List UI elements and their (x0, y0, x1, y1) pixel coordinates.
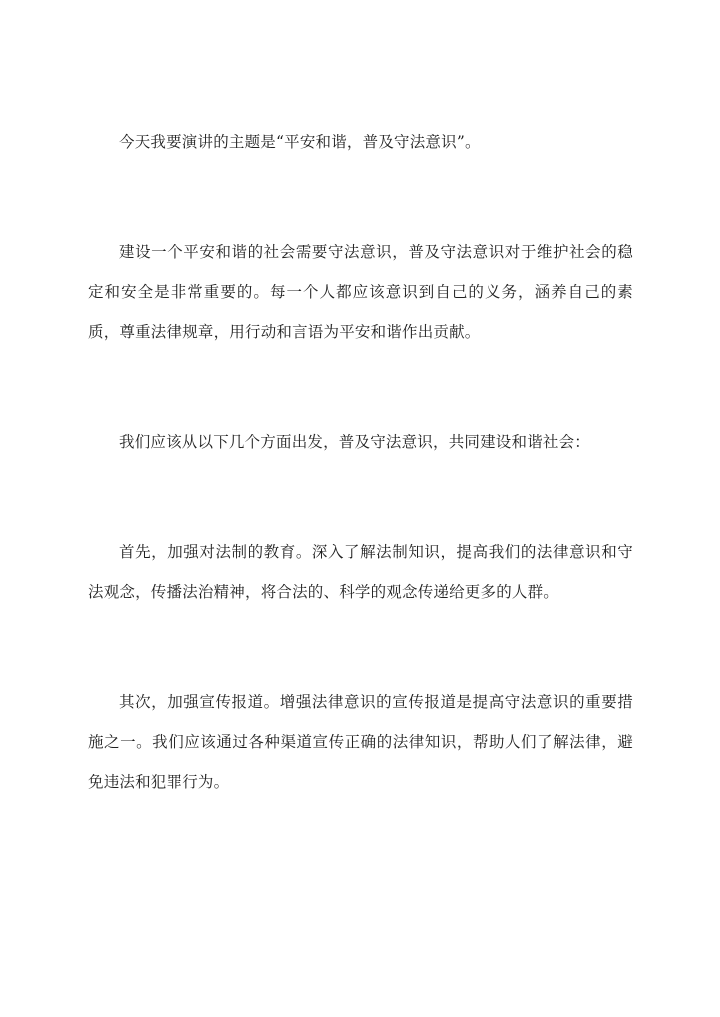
paragraph-intro: 今天我要演讲的主题是“平安和谐，普及守法意识”。 (119, 133, 481, 151)
paragraph-approach: 我们应该从以下几个方面出发，普及守法意识，共同建设和谐社会： (119, 433, 591, 451)
document-body (88, 122, 633, 802)
paragraph-second-point: 其次，加强宣传报道。增强法律意识的宣传报道是提高守法意识的重要措施之一。我们应该通过各种渠道宣传正确的法律知识，帮助人们了解法律，避免违法和犯罪行为。 (88, 693, 633, 791)
paragraph-importance: 建设一个平安和谐的社会需要守法意识，普及守法意识对于维护社会的稳定和安全是非常重要的。每一个人都应该意识到自己的义务，涵养自己的素质，尊重法律规章，用行动和言语为平安和谐作出贡献。 (88, 243, 633, 341)
paragraph-first-point: 首先，加强对法制的教育。深入了解法制知识，提高我们的法律意识和守法观念，传播法治精神，将合法的、科学的观念传递给更多的人群。 (88, 543, 633, 601)
